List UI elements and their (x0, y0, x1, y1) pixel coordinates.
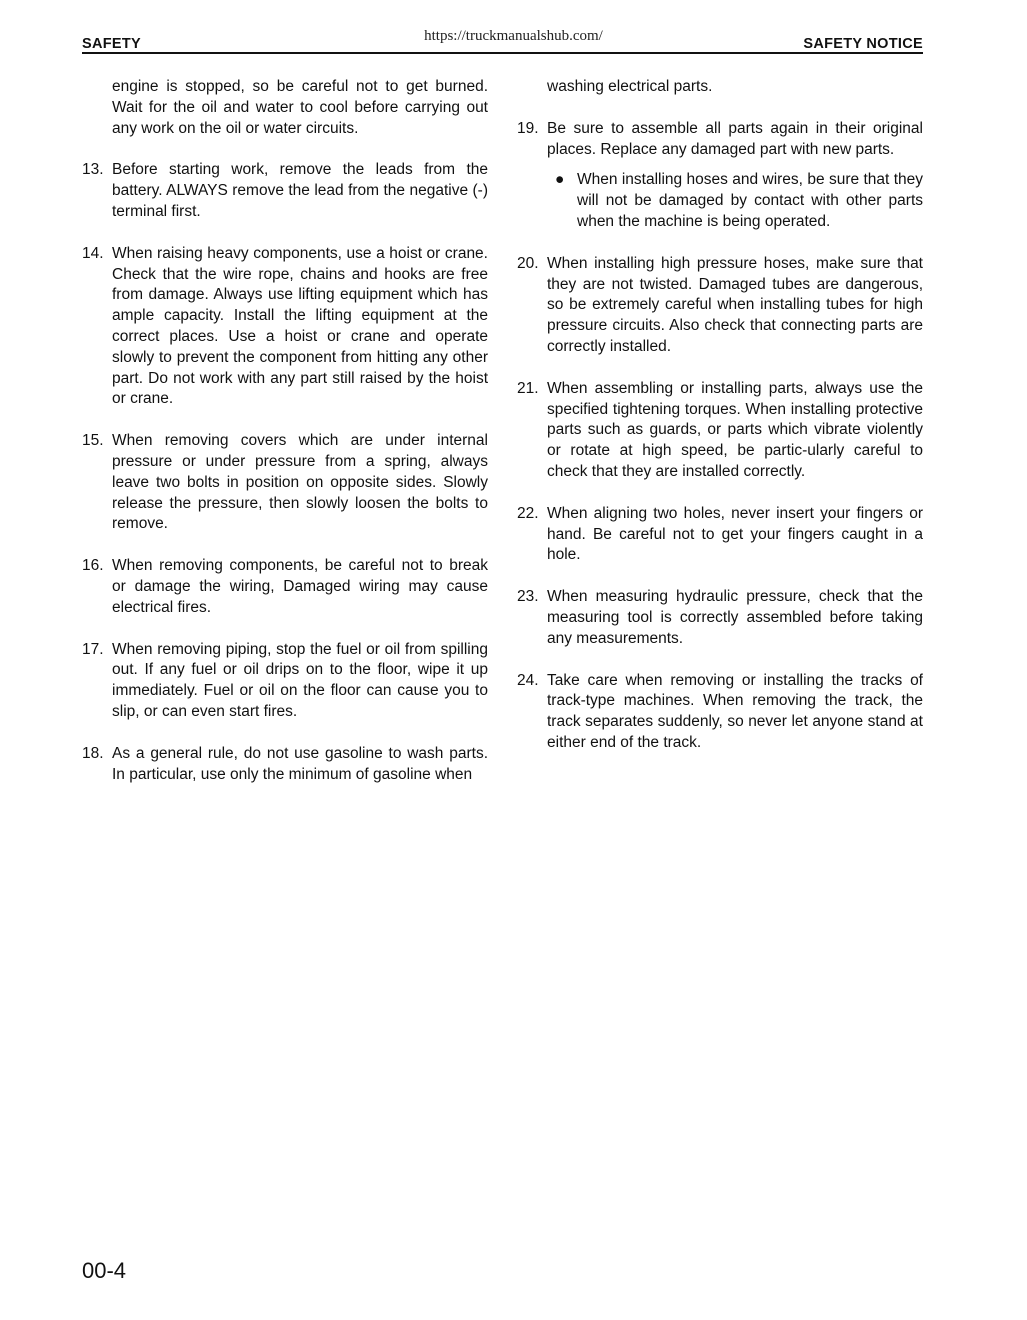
page-number: 00-4 (82, 1258, 127, 1283)
safety-item-18 (78, 744, 488, 786)
safety-item-17 (78, 640, 488, 723)
continuation-text: engine is stopped, so be careful not to get burned. Wait for the oil and water to cool before carrying out any work on the oil or water circuits. (112, 78, 488, 137)
safety-item-16 (78, 556, 488, 618)
section-title: SAFETY (82, 36, 141, 52)
item-text: Be sure to assemble all parts again in their original places. Replace any damaged part with new parts. (547, 119, 923, 158)
item-number: 22. (517, 504, 539, 522)
safety-item-14 (78, 244, 488, 410)
safety-item-13 (78, 160, 488, 222)
item-text: When installing high pressure hoses, make sure that they are not twisted. Damaged tubes are dangerous, so be extremely careful when installing tubes for high pressure circuits. Also check that connecting parts are correctly installed. (547, 254, 923, 355)
item-text: When removing covers which are under internal pressure or under pressure from a spring, always leave two bolts in position on opposite sides. Slowly release the pressure, then slowly loosen the bolts to remove. (112, 432, 488, 533)
item-text: Before starting work, remove the leads from the battery. ALWAYS remove the lead from the negative (-) terminal first. (112, 161, 488, 220)
item-number: 17. (82, 640, 104, 658)
safety-item-20 (513, 254, 923, 358)
bullet-text: When installing hoses and wires, be sure that they will not be damaged by contact with other parts when the machine is being operated. (577, 171, 923, 230)
item-text: When raising heavy components, use a hoist or crane. Check that the wire rope, chains and hooks are free from damage. Always use lifting equipment which has ample capacity. Install the lifting equipment at the correct places. Use a hoist or crane and operate slowly to prevent the component from hitting any other part. Do not work with any part still raised by the hoist or crane. (112, 244, 488, 408)
source-url: https://truckmanualshub.com/ (424, 28, 603, 44)
item-number: 18. (82, 744, 104, 762)
item-number: 15. (82, 432, 104, 450)
item-number: 24. (517, 671, 539, 689)
safety-item-21 (513, 379, 923, 483)
item-text: As a general rule, do not use gasoline to wash parts. In particular, use only the minimum of gasoline when (112, 744, 488, 783)
header-divider (82, 52, 923, 54)
right-column (513, 77, 923, 775)
item-text: Take care when removing or installing the tracks of track-type machines. When removing the track, the track separates suddenly, so never let anyone stand at either end of the track. (547, 671, 923, 751)
item-text: When aligning two holes, never insert your fingers or hand. Be careful not to get your fingers caught in a hole. (547, 504, 923, 564)
item-number: 14. (82, 244, 104, 262)
bullet-point (547, 170, 923, 232)
safety-item-23 (513, 587, 923, 649)
item-text: When measuring hydraulic pressure, check that the measuring tool is correctly assembled before taking any measurements. (547, 588, 923, 647)
continuation-text: washing electrical parts. (547, 78, 713, 95)
safety-item-15 (78, 431, 488, 535)
item-text: When removing components, be careful not to break or damage the wiring, Damaged wiring may cause electrical fires. (112, 557, 488, 616)
page-heading: SAFETY NOTICE (803, 36, 923, 52)
safety-item-24 (513, 671, 923, 754)
item-number: 19. (517, 119, 539, 137)
safety-item-22 (513, 504, 923, 566)
safety-item-19 (513, 119, 923, 233)
item-number: 21. (517, 379, 539, 397)
item-text: When assembling or installing parts, always use the specified tightening torques. When installing protective parts such as guards, or parts which vibrate violently or rotate at high speed, be partic-ularly careful to check that they are installed correctly. (547, 379, 923, 480)
left-column (78, 77, 488, 806)
item-text: When removing piping, stop the fuel or oil from spilling out. If any fuel or oil drips on to the floor, wipe it up immediately. Fuel or oil on the floor can cause you to slip, or can even start fires. (112, 640, 488, 720)
item-number: 20. (517, 254, 539, 272)
item-number: 13. (82, 161, 104, 179)
bullet-dot-icon: ● (555, 171, 565, 189)
item-number: 23. (517, 588, 539, 606)
item-number: 16. (82, 557, 104, 575)
